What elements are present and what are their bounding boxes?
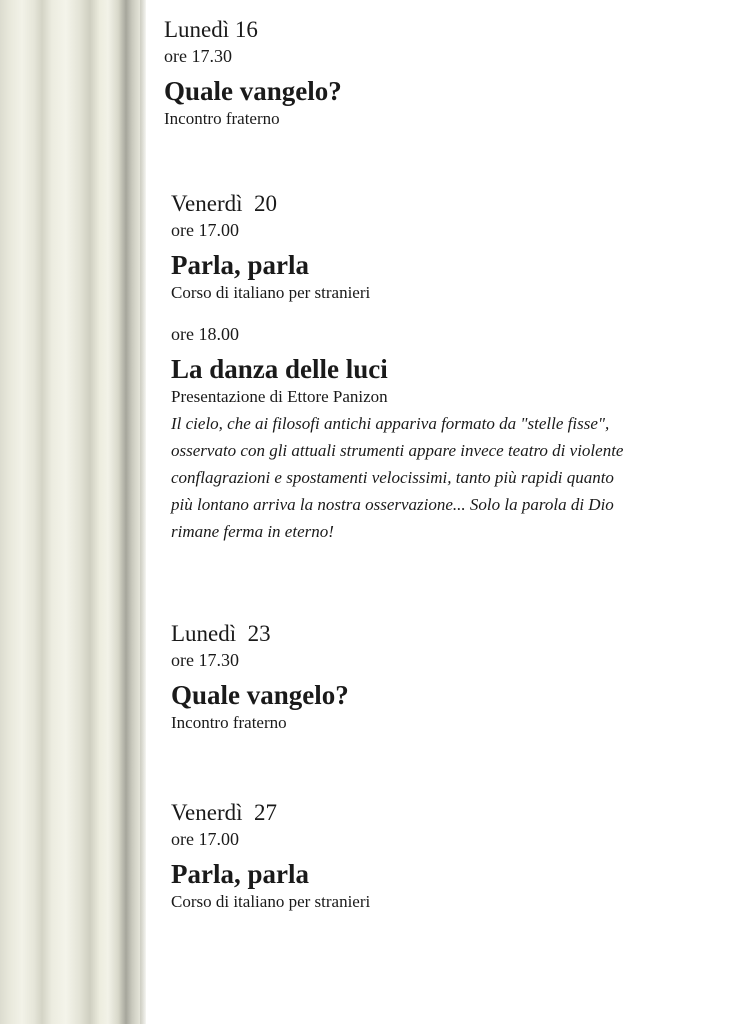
- event-venerdi-27: [171, 799, 370, 913]
- event-lunedi-16: [164, 16, 342, 130]
- event-description: [171, 410, 641, 545]
- event-day: Venerdì 20: [171, 191, 278, 216]
- description-line: osservato con gli attuali strumenti appare invece teatro di violente: [171, 441, 624, 460]
- event-time: ore 17.00: [171, 220, 239, 240]
- description-line: conflagrazioni e spostamenti velocissimi, tanto più rapidi quanto: [171, 468, 614, 487]
- event-title: Parla, parla: [171, 859, 309, 889]
- event-subtitle: Corso di italiano per stranieri: [171, 283, 371, 302]
- event-subtitle: Incontro fraterno: [164, 109, 280, 128]
- event-day: Venerdì 27: [171, 800, 278, 825]
- event-time-second: ore 18.00: [171, 324, 239, 344]
- event-subtitle: Incontro fraterno: [171, 713, 287, 732]
- description-line: più lontano arriva la nostra osservazione... Solo la parola di Dio: [171, 495, 614, 514]
- event-time: ore 17.00: [171, 829, 239, 849]
- event-title-second: La danza delle luci: [171, 354, 388, 384]
- event-subtitle: Corso di italiano per stranieri: [171, 892, 371, 911]
- event-lunedi-23: [171, 620, 349, 734]
- event-day: Lunedì 16: [164, 17, 258, 42]
- event-title: Parla, parla: [171, 250, 309, 280]
- event-venerdi-20: [171, 190, 641, 545]
- event-time: ore 17.30: [164, 46, 232, 66]
- event-title: Quale vangelo?: [164, 76, 342, 106]
- event-presenter: Presentazione di Ettore Panizon: [171, 387, 388, 406]
- marble-column-image: [0, 0, 146, 1024]
- description-line: Il cielo, che ai filosofi antichi appariva formato da "stelle fisse",: [171, 414, 610, 433]
- event-day: Lunedì 23: [171, 621, 271, 646]
- description-line: rimane ferma in eterno!: [171, 522, 334, 541]
- column-shadow: [140, 0, 146, 1024]
- event-time: ore 17.30: [171, 650, 239, 670]
- event-title: Quale vangelo?: [171, 680, 349, 710]
